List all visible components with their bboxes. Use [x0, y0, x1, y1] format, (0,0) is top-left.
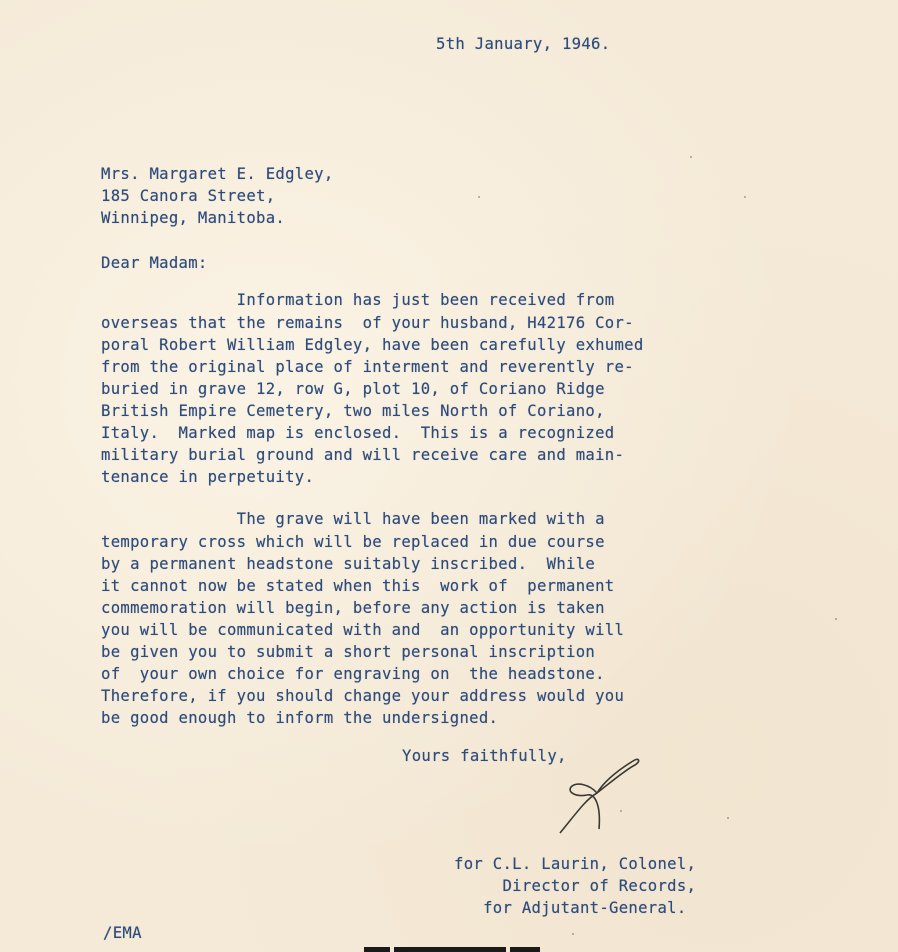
paragraph-line: commemoration will begin, before any action is taken [101, 599, 605, 617]
paragraph-line: The grave will have been marked with a [101, 510, 605, 528]
closing: Yours faithfully, [402, 747, 567, 765]
paragraph-line: temporary cross which will be replaced in due course [101, 533, 605, 551]
salutation: Dear Madam: [101, 254, 208, 272]
paragraph-line: Information has just been received from [101, 291, 615, 309]
paragraph-line: Therefore, if you should change your address would you [101, 687, 625, 705]
paragraph-line: of your own choice for engraving on the headstone. [101, 665, 605, 683]
paragraph-line: tenance in perpetuity. [101, 468, 315, 486]
paragraph-line: it cannot now be stated when this work of permanent [101, 577, 615, 595]
paragraph-line: be given you to submit a short personal inscription [101, 643, 596, 661]
handwritten-signature [555, 755, 645, 835]
letter-date: 5th January, 1946. [436, 35, 611, 53]
paragraph-line: overseas that the remains of your husband, H42176 Cor- [101, 314, 634, 332]
scan-edge-marks [364, 947, 544, 952]
signature-block-line: for Adjutant-General. [454, 899, 687, 917]
recipient-city: Winnipeg, Manitoba. [101, 209, 286, 227]
paragraph-line: poral Robert William Edgley, have been carefully exhumed [101, 336, 644, 354]
signature-block-line: Director of Records, [454, 877, 697, 895]
recipient-street: 185 Canora Street, [101, 187, 276, 205]
recipient-name: Mrs. Margaret E. Edgley, [101, 165, 334, 183]
paragraph-line: buried in grave 12, row G, plot 10, of Coriano Ridge [101, 380, 605, 398]
paragraph-line: Italy. Marked map is enclosed. This is a recognized [101, 424, 615, 442]
reference-initials: /EMA [103, 924, 142, 942]
signature-block-line: for C.L. Laurin, Colonel, [454, 855, 697, 873]
paragraph-line: you will be communicated with and an opportunity will [101, 621, 625, 639]
paragraph-line: be good enough to inform the undersigned. [101, 709, 499, 727]
paragraph-line: from the original place of interment and reverently re- [101, 358, 634, 376]
paragraph-line: military burial ground and will receive care and main- [101, 446, 625, 464]
paragraph-line: British Empire Cemetery, two miles North of Coriano, [101, 402, 605, 420]
paragraph-line: by a permanent headstone suitably inscribed. While [101, 555, 596, 573]
